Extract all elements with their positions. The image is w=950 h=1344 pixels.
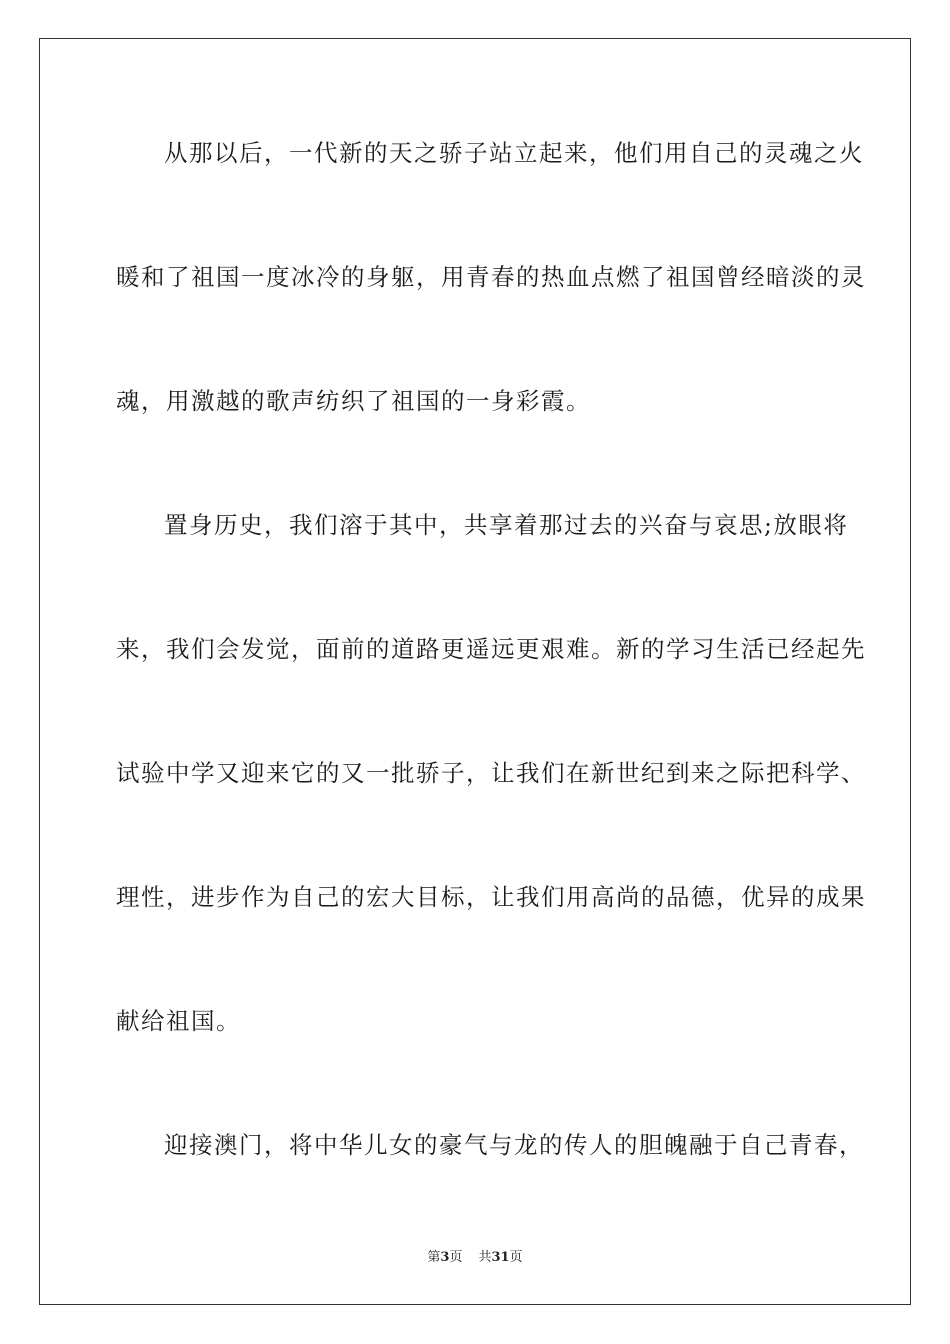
text-line: 献给祖国。 [116,1007,241,1035]
paragraph-2-line-4 [116,866,866,928]
footer-total-suffix: 页 [509,1250,523,1265]
footer-total-prefix: 共 [478,1250,492,1265]
paragraph-2-line-5 [116,990,834,1052]
text-line: 置身历史，我们溶于其中，共享着那过去的兴奋与哀思;放眼将 [164,511,849,539]
text-line: 魂，用激越的歌声纺织了祖国的一身彩霞。 [116,387,591,415]
text-line: 理性，进步作为自己的宏大目标，让我们用高尚的品德，优异的成果 [116,883,866,911]
paragraph-2-line-2 [116,618,866,680]
text-line: 来，我们会发觉，面前的道路更遥远更艰难。新的学习生活已经起先 [116,635,866,663]
footer-page-number: 3 [440,1250,450,1265]
footer-total-pages: 31 [491,1250,510,1265]
paragraph-1-line-1 [116,122,864,184]
paragraph-3-line-1 [116,1114,864,1176]
footer-page-suffix: 页 [449,1250,463,1265]
paragraph-1-line-3 [116,370,834,432]
footer-prefix: 第 [427,1250,441,1265]
text-line: 暖和了祖国一度冰冷的身躯，用青春的热血点燃了祖国曾经暗淡的灵 [116,263,866,291]
document-body [116,122,866,1176]
paragraph-2-line-3 [116,742,866,804]
paragraph-1-line-2 [116,246,866,308]
page-footer [0,1246,950,1265]
paragraph-2-line-1 [116,494,849,556]
text-line: 迎接澳门，将中华儿女的豪气与龙的传人的胆魄融于自己青春， [164,1131,864,1159]
text-line: 试验中学又迎来它的又一批骄子，让我们在新世纪到来之际把科学、 [116,759,866,787]
text-line: 从那以后，一代新的天之骄子站立起来，他们用自己的灵魂之火 [164,139,864,167]
